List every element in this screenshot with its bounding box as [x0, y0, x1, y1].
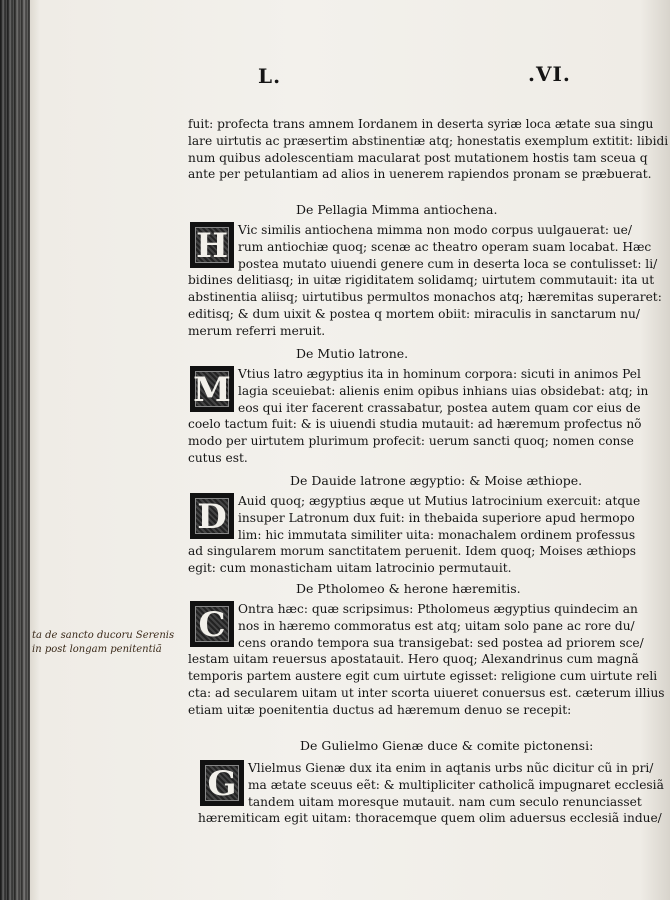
text-line: cutus est. — [188, 450, 248, 465]
text-line: bidines delitiasq; in uitæ rigiditatem solidamq; uirtutem commutauit: ita ut — [188, 273, 655, 288]
text-line: ad singularem morum sanctitatem peruenit. Idem quoq; Moises æthiops — [188, 544, 637, 559]
text-line: tandem uitam moresque mutauit. nam cum seculo renunciasset — [248, 794, 642, 809]
page-header-right: .VI. — [528, 62, 571, 86]
text-line: eos qui iter facerent crassabatur, postea autem quam cor eius de — [238, 400, 641, 415]
text-line: Vtius latro ægyptius ita in hominum corpora: sicuti in animos Pel — [238, 367, 641, 381]
text-line: temporis partem austere egit cum uirtute egisset: religione cum uirtute reli — [188, 669, 658, 684]
text-line: merum referri meruit. — [188, 323, 326, 338]
text-line: rum antiochiæ quoq; scenæ ac theatro operam suam locabat. Hæc — [238, 239, 652, 254]
text-line: Ontra hæc: quæ scripsimus: Ptholomeus ægyptius quindecim an — [238, 602, 638, 616]
section-paragraph-pellagia — [188, 222, 662, 340]
page-header-left: L. — [258, 64, 282, 88]
initial-glyph: C — [198, 605, 226, 645]
text-line: coelo tactum fuit: & is uiuendi studia mutauit: ad hæremum profectus nõ — [188, 417, 642, 432]
section-paragraph-mutio — [188, 366, 649, 467]
section-paragraph-gulielmo — [198, 760, 664, 827]
text-line: fuit: profecta trans amnem Iordanem in deserta syriæ loca ætate sua singu — [188, 117, 654, 131]
margin-note-line: ta de sancto ducoru Serenis — [32, 630, 175, 641]
text-line: egit: cum monasticham uitam latrocinio permutauit. — [188, 561, 512, 576]
section-paragraph-david — [188, 493, 641, 577]
text-line: modo per uirtutem plurimum profecit: uerum sancti quoq; nomen conse — [188, 434, 634, 449]
book-binding — [0, 0, 30, 900]
text-line: ma ætate sceuus eẽt: & multipliciter catholicã impugnaret ecclesiã — [248, 777, 664, 792]
initial-glyph: H — [195, 226, 229, 266]
initial-glyph: M — [193, 370, 231, 410]
text-line: Vlielmus Gienæ dux ita enim in aqtanis urbs nũc dicitur cũ in pri/ — [248, 761, 654, 775]
text-line: lestam uitam reuersus apostatauit. Hero quoq; Alexandrinus cum magnã — [188, 652, 639, 667]
text-line: postea mutato uiuendi genere cum in deserta loca se contulisset: li/ — [238, 256, 658, 271]
text-line: editisq; & dum uixit & postea q mortem obiit: miraculis in sanctarum nu/ — [188, 306, 640, 321]
section-heading-david: De Dauide latrone ægyptio: & Moise æthiope. — [290, 473, 583, 488]
section-paragraph-ptholomeo — [188, 601, 665, 719]
text-line: cta: ad secularem uitam ut inter scorta uiueret conuersus est. cæterum illius — [188, 685, 665, 700]
text-line: num quibus adolescentiam macularat post mutationem hostis tam sceua q — [188, 150, 648, 165]
intro-paragraph — [188, 116, 669, 183]
text-line: lare uirtutis ac præsertim abstinentiæ atq; honestatis exemplum extitit: libidi — [188, 133, 669, 148]
section-heading-mutio: De Mutio latrone. — [296, 346, 409, 361]
text-line: hæremiticam egit uitam: thoracemque quem olim aduersus ecclesiã indue/ — [198, 811, 662, 826]
text-line: nos in hæremo commoratus est atq; uitam solo pane ac rore du/ — [238, 618, 635, 633]
text-line: etiam uitæ poenitentia ductus ad hæremum denuo se recepit: — [188, 702, 572, 717]
margin-note-line: in post longam penitentiã — [32, 644, 162, 655]
text-line: abstinentia aliisq; uirtutibus permultos monachos atq; hæremitas superaret: — [188, 290, 662, 305]
initial-glyph: G — [207, 764, 237, 804]
section-heading-ptholomeo: De Ptholomeo & herone hæremitis. — [296, 581, 521, 596]
initial-glyph: D — [197, 497, 227, 537]
text-line: Vic similis antiochena mimma non modo corpus uulgauerat: ue/ — [238, 223, 632, 237]
text-line: lim: hic immutata similiter uita: monachalem ordinem professus — [238, 527, 636, 542]
text-line: insuper Latronum dux fuit: in thebaida superiore apud hermopo — [238, 510, 635, 525]
text-line: ante per petulantiam ad alios in uenerem rapiendos pronam se præbuerat. — [188, 167, 652, 182]
text-line: lagia sceuiebat: alienis enim opibus inhians uias obsidebat: atq; in — [238, 383, 649, 398]
text-line: cens orando tempora sua transigebat: sed postea ad priorem sce/ — [238, 635, 644, 650]
section-heading-gulielmo: De Gulielmo Gienæ duce & comite pictonensi: — [300, 738, 594, 753]
section-heading-pellagia: De Pellagia Mimma antiochena. — [296, 202, 498, 217]
text-line: Auid quoq; ægyptius æque ut Mutius latrocinium exercuit: atque — [238, 494, 641, 508]
